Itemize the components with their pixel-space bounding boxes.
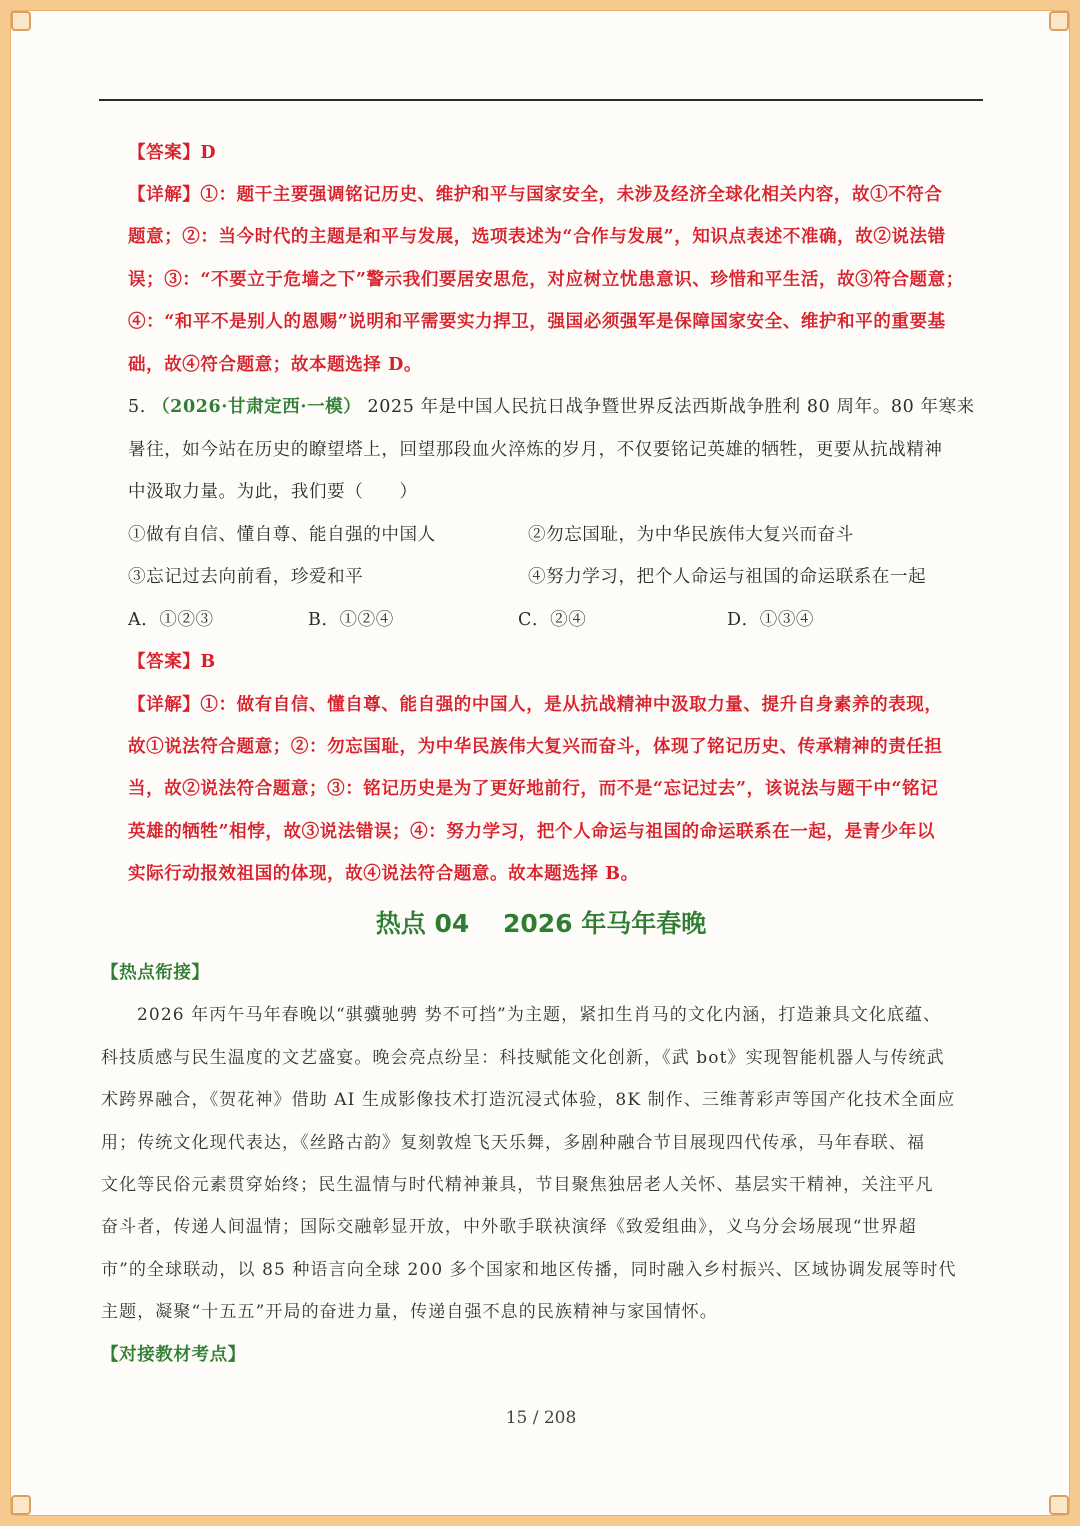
corner-ornament-icon: [1049, 1495, 1069, 1515]
detail-text: ①：做有自信、懂自尊、能自强的中国人，是从抗战精神中汲取力量、提升自身素养的表现，: [200, 695, 943, 715]
option-a: A．①②③: [128, 610, 214, 630]
question-line: [128, 386, 983, 429]
detail-line: [128, 174, 983, 217]
answer-line: [128, 641, 983, 684]
statement-3: ③忘记过去向前看，珍爱和平: [128, 567, 364, 587]
answer-label: 【答案】: [128, 652, 201, 672]
question-source: （2026·甘肃定西·一模）: [152, 397, 362, 417]
paragraph-line: 术跨界融合，《贺花神》借助 AI 生成影像技术打造沉浸式体验，8K 制作、三维菁彩声等国产化技术全面应: [101, 1090, 956, 1110]
paragraph-line: 文化等民俗元素贯穿始终；民生温情与时代精神兼具，节目聚焦独居老人关怀、基层实干精神，关注平凡: [101, 1175, 934, 1195]
answer-line: [128, 132, 983, 175]
detail-text: 实际行动报效祖国的体现，故④说法符合题意。故本题选择 B。: [128, 864, 639, 884]
statement-1: ①做有自信、懂自尊、能自强的中国人: [128, 525, 436, 545]
paragraph-line: 科技质感与民生温度的文艺盛宴。晚会亮点纷呈：科技赋能文化创新，《武 bot》实现智能机器人与传统武: [101, 1048, 945, 1068]
corner-ornament-icon: [11, 11, 31, 31]
question-text: 暑往，如今站在历史的瞭望塔上，回望那段血火淬炼的岁月，不仅要铭记英雄的牺牲，更要从抗战精神: [128, 440, 943, 460]
paragraph-line: 用；传统文化现代表达，《丝路古韵》复刻敦煌飞天乐舞，多剧种融合节目展现四代传承，马年春联、福: [101, 1133, 926, 1153]
section-title: 热点 04 2026 年马年春晚: [375, 909, 707, 938]
detail-text: 误；③：“不要立于危墙之下”警示我们要居安思危，对应树立忧患意识、珍惜和平生活，故③符合题意；: [128, 270, 964, 290]
detail-text: 当，故②说法符合题意；③：铭记历史是为了更好地前行，而不是“忘记过去”，该说法与题干中“铭记: [128, 779, 939, 799]
option-c: C．②④: [518, 610, 587, 630]
paragraph-line: 2026 年丙午马年春晚以“骐骥驰骋 势不可挡”为主题，紧扣生肖马的文化内涵，打造兼具文化底蕴、: [137, 1005, 942, 1025]
header-divider: [99, 99, 983, 101]
document-page: [10, 10, 1070, 1516]
page-number: 15 / 208: [505, 1408, 577, 1428]
answer-value: B: [200, 652, 216, 672]
answer-label: 【答案】: [128, 143, 201, 163]
hotspot-link-label: 【热点衔接】: [101, 963, 210, 983]
corner-ornament-icon: [11, 1495, 31, 1515]
detail-line: [128, 684, 983, 727]
detail-text: 英雄的牺牲”相悖，故③说法错误；④：努力学习，把个人命运与祖国的命运联系在一起，是青少年以: [128, 822, 936, 842]
detail-text: ①：题干主要强调铭记历史、维护和平与国家安全，未涉及经济全球化相关内容，故①不符合: [200, 185, 943, 205]
option-b: B．①②④: [308, 610, 394, 630]
option-d: D．①③④: [727, 610, 815, 630]
detail-text: 础，故④符合题意；故本题选择 D。: [128, 355, 422, 375]
statement-4: ④努力学习，把个人命运与祖国的命运联系在一起: [528, 567, 927, 587]
detail-label: 【详解】: [128, 695, 201, 715]
paragraph-line: 市”的全球联动，以 85 种语言向全球 200 多个国家和地区传播，同时融入乡村振兴、区域协调发展等时代: [101, 1260, 957, 1280]
question-text: 2025 年是中国人民抗日战争暨世界反法西斯战争胜利 80 周年。80 年寒来: [367, 397, 975, 417]
statement-2: ②勿忘国耻，为中华民族伟大复兴而奋斗: [528, 525, 854, 545]
detail-text: ④：“和平不是别人的恩赐”说明和平需要实力捍卫，强国必须强军是保障国家安全、维护和平的重要基: [128, 312, 946, 332]
answer-value: D: [200, 143, 217, 163]
question-text: 中汲取力量。为此，我们要（ ）: [128, 482, 418, 502]
textbook-label: 【对接教材考点】: [101, 1345, 246, 1365]
corner-ornament-icon: [1049, 11, 1069, 31]
question-number: 5.: [128, 397, 146, 417]
paragraph-line: 奋斗者，传递人间温情；国际交融彰显开放，中外歌手联袂演绎《致爱组曲》，义乌分会场展现“世界超: [101, 1217, 917, 1237]
detail-label: 【详解】: [128, 185, 201, 205]
paragraph-line: 主题，凝聚“十五五”开局的奋进力量，传递自强不息的民族精神与家国情怀。: [101, 1302, 718, 1322]
detail-text: 故①说法符合题意；②：勿忘国耻，为中华民族伟大复兴而奋斗，体现了铭记历史、传承精神的责任担: [128, 737, 943, 757]
detail-text: 题意；②：当今时代的主题是和平与发展，选项表述为“合作与发展”，知识点表述不准确，故②说法错: [128, 227, 946, 247]
